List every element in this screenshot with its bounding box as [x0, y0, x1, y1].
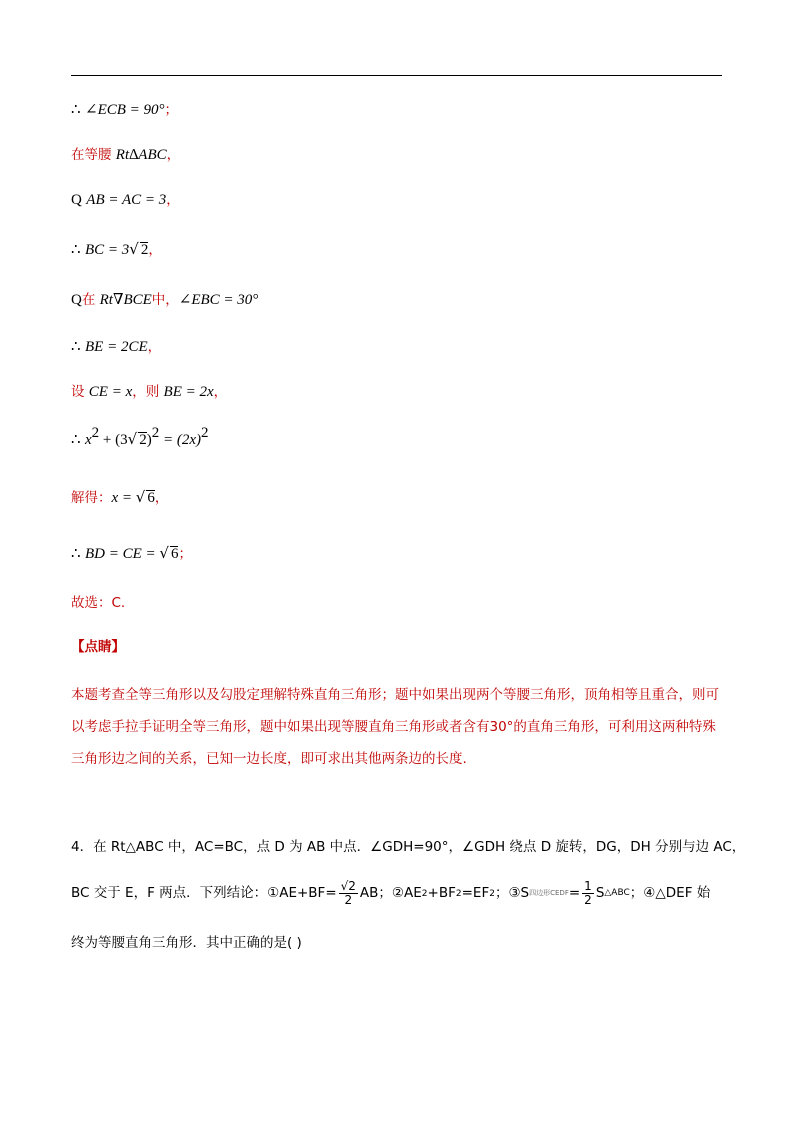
- text: 在: [81, 292, 100, 308]
- section-heading: 【点睛】: [71, 639, 125, 655]
- math: = (2x): [159, 432, 201, 448]
- answer-line: 故选：C.: [71, 595, 126, 611]
- step-5: [71, 293, 258, 308]
- step-2: [71, 148, 180, 163]
- fraction: [582, 880, 594, 907]
- sqrt-icon: √: [127, 430, 138, 448]
- therefore-symbol: ∴: [71, 339, 81, 355]
- therefore-symbol: ∴: [71, 432, 81, 448]
- text: ；③S: [494, 884, 530, 901]
- math: x =: [111, 490, 136, 506]
- because-symbol: Q: [71, 192, 82, 208]
- math: ∠ECB = 90°: [85, 102, 165, 118]
- text: 解得：: [71, 490, 112, 506]
- exponent: 2: [91, 425, 100, 441]
- therefore-symbol: ∴: [71, 242, 81, 258]
- math: BC = 3: [85, 242, 130, 258]
- text: ，则: [132, 384, 164, 400]
- punct: ，: [148, 242, 162, 258]
- fraction: [339, 880, 358, 907]
- analysis-paragraph: 本题考查全等三角形以及勾股定理解特殊直角三角形；题中如果出现两个等腰三角形，顶角相等且重合，则可以考虑手拉手证明全等三角形，题中如果出现等腰直角三角形或者含有30°的直角三角形，可利用这两种特殊三角形边之间的关系，已知一边长度，即可求出其他两条边的长度.: [71, 687, 719, 767]
- math: ∠EBC = 30°: [178, 292, 259, 308]
- text: S: [595, 884, 605, 901]
- therefore-symbol: ∴: [71, 102, 81, 118]
- sqrt-icon: √: [129, 240, 139, 258]
- text: ；④△DEF 始: [629, 884, 711, 901]
- therefore-symbol: ∴: [71, 546, 81, 562]
- step-8: [71, 425, 209, 449]
- text: AB；②AE: [359, 884, 422, 901]
- math: Rt∆ABC: [115, 147, 167, 163]
- subscript: △ABC: [604, 888, 630, 899]
- text: BC 交于 E，F 两点．下列结论：①AE+BF=: [71, 884, 337, 901]
- because-symbol: Q: [71, 292, 82, 308]
- subscript: 四边形CEDF: [529, 889, 569, 898]
- math: BE = 2x: [163, 384, 214, 400]
- step-3: [71, 193, 180, 208]
- math: AB = AC = 3: [86, 192, 167, 208]
- sqrt-icon: √: [159, 544, 169, 562]
- math: + (3: [99, 432, 128, 448]
- punct: ，: [147, 339, 162, 355]
- punct: ；: [164, 102, 179, 118]
- denominator: 2: [584, 893, 592, 908]
- text: 中，: [151, 292, 179, 308]
- punct: ，: [154, 490, 169, 506]
- step-6: [71, 340, 161, 355]
- step-1: [71, 103, 178, 118]
- text: +BF: [427, 884, 456, 901]
- punct: ；: [178, 546, 192, 562]
- numerator: 1: [584, 879, 592, 893]
- denominator: 2: [344, 893, 353, 908]
- question-line-2: BC 交于 E，F 两点．下列结论：①AE+BF= $\frac{√2}{2}$ AB；②AE 2 +BF 2 =EF 2 ；③S 四边形CEDF = $\frac{1}{2}$ S △ABC ；④△DEF 始: [71, 879, 711, 908]
- radicand: 2: [140, 242, 149, 258]
- sqrt-icon: √: [135, 488, 146, 506]
- math: BE = 2CE: [85, 339, 148, 355]
- punct: ，: [166, 192, 180, 208]
- step-4: [71, 242, 162, 259]
- question-line-3: 终为等腰直角三角形．其中正确的是( ): [71, 935, 302, 951]
- radicand: 6: [147, 490, 155, 506]
- radicand: 6: [170, 546, 179, 562]
- math: Rt∇BCE: [99, 292, 152, 308]
- step-7: [71, 385, 227, 400]
- question-line-1: 4．在 Rt△ABC 中，AC=BC，点 D 为 AB 中点．∠GDH=90°，∠GDH 绕点 D 旋转，DG，DH 分别与边 AC，: [71, 839, 746, 855]
- math: CE = x: [88, 384, 133, 400]
- math: ): [146, 432, 152, 448]
- exponent: 2: [200, 425, 209, 441]
- text: 在等腰: [71, 147, 116, 163]
- exponent: 2: [151, 425, 160, 441]
- text: 设: [71, 384, 89, 400]
- radicand: 2: [139, 432, 147, 448]
- math: BD = CE =: [85, 546, 160, 562]
- step-9: [71, 490, 168, 507]
- punct: ，: [166, 147, 181, 163]
- text: =: [568, 884, 581, 901]
- numerator: √2: [340, 879, 356, 893]
- step-10: [71, 546, 192, 563]
- text: =EF: [461, 884, 490, 901]
- header-rule: [71, 75, 722, 76]
- punct: ，: [213, 384, 228, 400]
- math: x: [85, 432, 92, 448]
